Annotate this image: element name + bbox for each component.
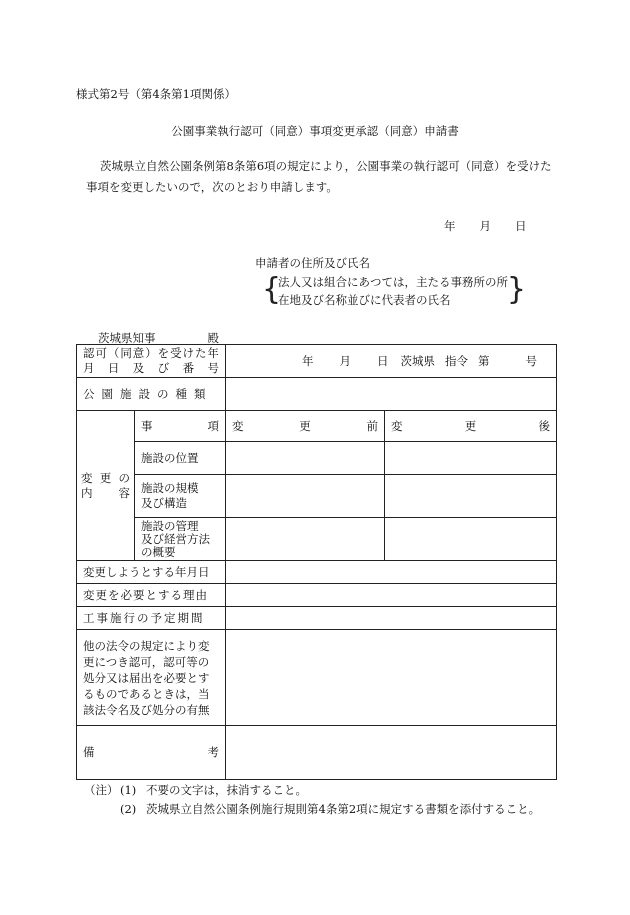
- item-location-before[interactable]: [226, 442, 385, 475]
- intro-text: 茨城県立自然公園条例第8条第6項の規定により，公園事業の執行認可（同意）を受けた事項を変更したいので，次のとおり申請します。: [86, 159, 552, 194]
- left-bracket: {: [262, 272, 282, 307]
- table-row: [77, 607, 557, 630]
- permit-month: 月: [339, 353, 351, 368]
- permit-value: [232, 354, 550, 369]
- item-scale-before[interactable]: [226, 475, 385, 518]
- table-row: [77, 345, 557, 378]
- permit-label-line2: 月 日 及 び 番 号: [83, 361, 219, 375]
- note-marker: （注）: [84, 783, 119, 797]
- col-after-header: 変 更 後: [385, 411, 557, 442]
- table-row: [77, 378, 557, 411]
- note-row-2: [84, 800, 540, 819]
- permit-dai: 第: [478, 353, 490, 368]
- change-date-label: 変更しようとする年月日: [77, 561, 226, 584]
- table-row: [77, 630, 557, 726]
- item-management-before[interactable]: [226, 518, 385, 561]
- date-line: [444, 218, 527, 234]
- remarks-value[interactable]: [226, 726, 557, 780]
- form-number: 様式第2号（第4条第1項関係）: [76, 87, 236, 101]
- date-day: 日: [515, 219, 527, 233]
- note-text-2: 茨城県立自然公園条例施行規則第4条第2項に規定する書類を添付すること。: [146, 802, 541, 816]
- applicant-note: [262, 272, 526, 308]
- note-number-1: (1): [120, 783, 137, 797]
- facility-type-value[interactable]: [226, 378, 557, 411]
- date-month: 月: [479, 219, 491, 233]
- period-label: 工事施行の予定期間: [77, 607, 226, 630]
- table-row: [77, 411, 557, 442]
- permit-year: 年: [302, 353, 314, 368]
- applicant-note-line2: 在地及び名称並びに代表者の氏名: [278, 293, 451, 307]
- table-row: [77, 726, 557, 780]
- right-bracket: }: [506, 272, 526, 307]
- change-content-line2: 内 容: [81, 485, 130, 500]
- col-before-header: 変 更 前: [226, 411, 385, 442]
- note-marker-spacer: [84, 800, 120, 819]
- item-management-label: 施設の管理 及び経営方法 の概要: [135, 518, 226, 561]
- applicant-note-line1: 法人又は組合にあつては，主たる事務所の所: [278, 275, 508, 289]
- other-laws-label: 他の法令の規定により変更につき認可，認可等の処分又は届出を必要とするものであるときは，当該法令名及び処分の有無: [77, 630, 226, 726]
- item-scale-after[interactable]: [385, 475, 557, 518]
- table-row: [77, 475, 557, 518]
- permit-label-cell: [77, 345, 226, 378]
- application-form-table: [76, 344, 557, 780]
- notes: [84, 781, 540, 819]
- note-number-2: (2): [120, 802, 137, 816]
- permit-label-line1: 認 可 （ 同 意 ） を 受 け た 年: [83, 346, 219, 360]
- other-laws-value[interactable]: [226, 630, 557, 726]
- change-date-value[interactable]: [226, 561, 557, 584]
- remarks-label: 備 考: [77, 726, 226, 780]
- permit-directive: 指令: [445, 353, 468, 368]
- applicant-label: 申請者の住所及び氏名: [255, 256, 370, 270]
- note-text-1: 不要の文字は，抹消すること。: [146, 783, 307, 797]
- note-row-1: [84, 781, 540, 800]
- item-location-label: 施設の位置: [135, 442, 226, 475]
- permit-value-cell[interactable]: [226, 345, 557, 378]
- addressee-name: 茨城県知事: [98, 331, 156, 345]
- col-item-header: 事 項: [135, 411, 226, 442]
- table-row: [77, 584, 557, 607]
- item-location-after[interactable]: [385, 442, 557, 475]
- item-scale-label: 施設の規模 及び構造: [135, 475, 226, 518]
- document-title: 公園事業執行認可（同意）事項変更承認（同意）申請書: [171, 124, 459, 138]
- table-row: [77, 561, 557, 584]
- period-value[interactable]: [226, 607, 557, 630]
- permit-go: 号: [525, 353, 537, 368]
- change-content-line1: 変 更 の: [81, 470, 130, 485]
- item-management-after[interactable]: [385, 518, 557, 561]
- date-year: 年: [444, 219, 456, 233]
- reason-label: 変更を必要とする理由: [77, 584, 226, 607]
- reason-value[interactable]: [226, 584, 557, 607]
- facility-type-label: 公園施設の種類: [77, 378, 226, 411]
- permit-day: 日: [377, 353, 389, 368]
- table-row: [77, 518, 557, 561]
- change-content-label: [77, 411, 135, 561]
- table-row: [77, 442, 557, 475]
- addressee-honorific: 殿: [207, 331, 219, 345]
- permit-prefecture: 茨城県: [400, 353, 435, 368]
